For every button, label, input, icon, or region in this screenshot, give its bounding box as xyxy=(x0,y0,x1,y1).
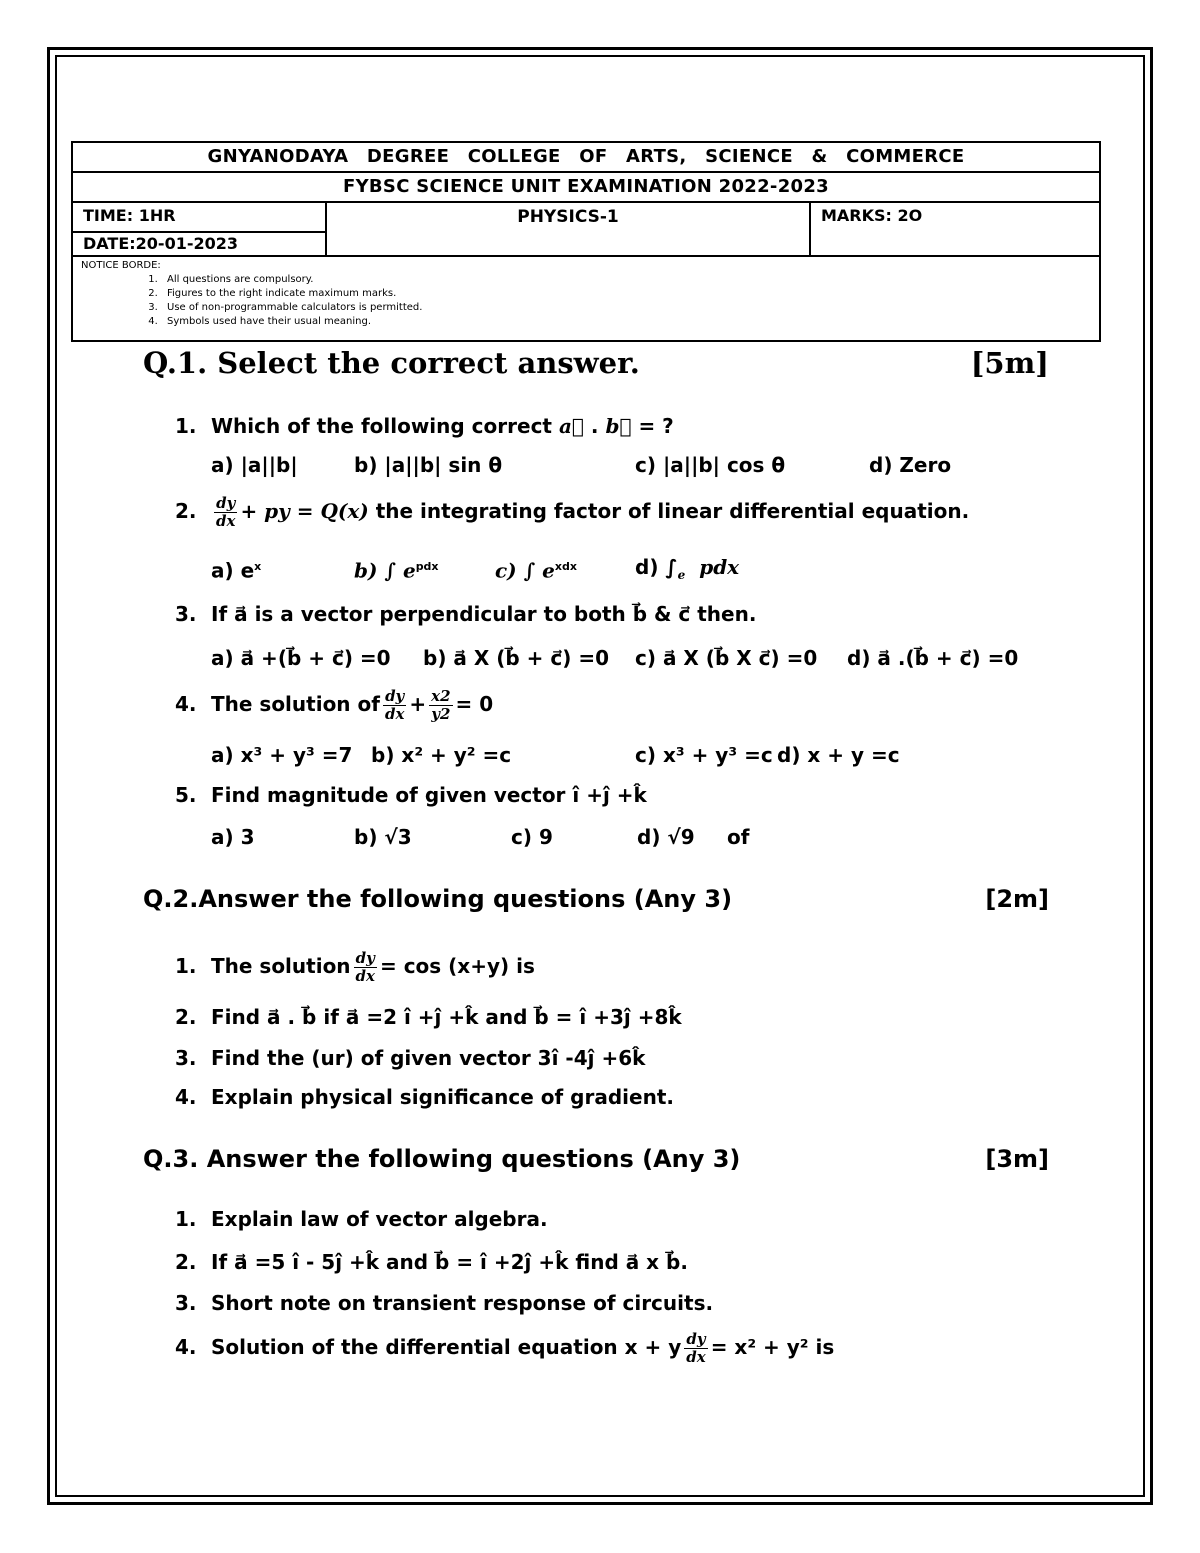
derivative-fraction: $\frac{dy}{dx}$ xyxy=(686,1330,706,1366)
q1-item-3 xyxy=(175,599,756,629)
option-b: b) |a||b| sin θ xyxy=(354,453,503,477)
notice-title: NOTICE BORDE: xyxy=(81,260,161,271)
q1-marks: [5m] xyxy=(970,346,1049,380)
item-text: the integrating factor of linear differential equation. xyxy=(375,499,970,523)
notice-list xyxy=(81,273,422,329)
subject-cell xyxy=(327,203,811,255)
derivative-fraction: $\frac{dy}{dx}$ xyxy=(355,949,375,985)
option-d: d) √9 xyxy=(637,825,695,849)
q1-item-2 xyxy=(175,489,969,533)
q1-item-4: 4. The solution of $\frac{dy}{dx}$ + $\frac{x2}{y2}$ = 0 xyxy=(175,682,493,726)
item-number: 4. xyxy=(175,692,197,716)
item-number: 1. xyxy=(175,954,197,978)
exam-time: TIME: 1HR xyxy=(73,203,325,233)
q3-item-4 xyxy=(175,1325,834,1369)
q2-title: Q.2.Answer the following questions (Any 3) xyxy=(143,885,733,913)
notice-item: 3. Use of non-programmable calculators is permitted. xyxy=(161,301,422,315)
item-number: 4. xyxy=(175,1335,197,1359)
exam-row xyxy=(73,173,1099,203)
item-text: Find the (ur) of given vector 3î -4ĵ +6k̂ xyxy=(211,1046,646,1070)
item-text: If a⃗ is a vector perpendicular to both b⃗ & c⃗ then. xyxy=(211,602,757,626)
exam-date: DATE:20-01-2023 xyxy=(83,234,239,253)
college-row xyxy=(73,143,1099,173)
item-number: 3. xyxy=(175,602,197,626)
option-a: a) 3 xyxy=(211,825,255,849)
option-d: d) $\int_e$ pdx xyxy=(635,555,740,582)
q2-marks: [2m] xyxy=(985,885,1049,913)
item-text: Which of the following correct xyxy=(211,414,552,438)
option-b: b) x² + y² =c xyxy=(371,743,512,767)
notice-block xyxy=(81,259,422,329)
option-a: a) x³ + y³ =7 xyxy=(211,743,353,767)
college-name: GNYANODAYA DEGREE COLLEGE OF ARTS, SCIENCE & COMMERCE xyxy=(207,146,965,167)
info-row xyxy=(73,203,1099,257)
item-text: = ? xyxy=(638,414,674,438)
q3-item-3 xyxy=(175,1288,713,1318)
item-number: 1. xyxy=(175,414,197,438)
option-a: a) |a||b| xyxy=(211,453,298,477)
option-c: c) a⃗ X (b⃗ X c⃗) =0 xyxy=(635,646,818,670)
exam-marks: MARKS: 2O xyxy=(821,206,923,225)
q1-title: Q.1. Select the correct answer. xyxy=(143,346,640,380)
option-c: c) 9 xyxy=(511,825,553,849)
item-number: 4. xyxy=(175,1085,197,1109)
option-b: b) √3 xyxy=(354,825,412,849)
dot-operator: . xyxy=(590,414,599,438)
item-text: = 0 xyxy=(455,692,494,716)
item-number: 3. xyxy=(175,1291,197,1315)
q3-item-2 xyxy=(175,1247,688,1277)
option-b: b) a⃗ X (b⃗ + c⃗) =0 xyxy=(423,646,610,670)
q3-item-1 xyxy=(175,1204,548,1234)
item-text: Explain physical significance of gradient. xyxy=(211,1085,674,1109)
notice-item: 4. Symbols used have their usual meaning. xyxy=(161,315,422,329)
notice-item: 2. Figures to the right indicate maximum marks. xyxy=(161,287,422,301)
option-b: b) ∫ $e^{pdx}$ xyxy=(354,558,439,583)
option-c: c) ∫ $e^{xdx}$ xyxy=(495,558,577,583)
q2-item-4 xyxy=(175,1082,674,1112)
vector-a: a⃗ xyxy=(558,414,584,438)
option-a: a) a⃗ +(b⃗ + c⃗) =0 xyxy=(211,646,391,670)
vector-b: b⃗ xyxy=(605,414,632,438)
item-text: The solution of xyxy=(211,692,380,716)
item-text: Explain law of vector algebra. xyxy=(211,1207,548,1231)
notice-item: 1. All questions are compulsory. xyxy=(161,273,422,287)
q1-item-5 xyxy=(175,780,647,810)
item-text: = cos (x+y) is xyxy=(379,954,535,978)
item-number: 1. xyxy=(175,1207,197,1231)
q2-item-1 xyxy=(175,944,535,988)
item-text: Find magnitude of given vector î +ĵ +k̂ xyxy=(211,783,647,807)
item-text: Short note on transient response of circuits. xyxy=(211,1291,714,1315)
option-d: d) x + y =c xyxy=(777,743,900,767)
item-text: The solution xyxy=(211,954,351,978)
option-a: a) $e^x$ xyxy=(211,558,262,583)
option-c: c) x³ + y³ =c xyxy=(635,743,773,767)
q2-item-3 xyxy=(175,1043,645,1073)
item-number: 2. xyxy=(175,1005,197,1029)
exam-title: FYBSC SCIENCE UNIT EXAMINATION 2022-2023 xyxy=(342,176,829,197)
q3-marks: [3m] xyxy=(985,1145,1049,1173)
time-date-cell xyxy=(73,203,327,255)
exam-subject: PHYSICS-1 xyxy=(517,207,619,227)
equation: + py = Q(x) xyxy=(240,499,369,523)
ratio-fraction: $\frac{x2}{y2}$ xyxy=(431,687,451,723)
q3-title: Q.3. Answer the following questions (Any 3) xyxy=(143,1145,741,1173)
item-number: 2. xyxy=(175,1250,197,1274)
q1-item-1 xyxy=(175,411,674,441)
item-number: 3. xyxy=(175,1046,197,1070)
marks-cell xyxy=(811,203,1099,255)
item-text: Find a⃗ . b⃗ if a⃗ =2 î +ĵ +k̂ and b⃗ = î +3ĵ +8k̂ xyxy=(211,1005,682,1029)
item-text: Solution of the differential equation x + y xyxy=(211,1335,682,1359)
q2-item-2 xyxy=(175,1002,682,1032)
item-number: 2. xyxy=(175,499,197,523)
exam-header-table xyxy=(71,141,1101,342)
option-c: c) |a||b| cos θ xyxy=(635,453,786,477)
option-d: d) Zero xyxy=(869,453,952,477)
option-trailing-text: of xyxy=(727,825,750,849)
derivative-fraction: $\frac{dy}{dx}$ xyxy=(384,687,405,723)
derivative-fraction: $\frac{dy}{dx}$ xyxy=(216,494,236,530)
option-d: d) a⃗ .(b⃗ + c⃗) =0 xyxy=(847,646,1019,670)
item-number: 5. xyxy=(175,783,197,807)
item-text: If a⃗ =5 î - 5ĵ +k̂ and b⃗ = î +2ĵ +k̂ find a⃗ x b⃗. xyxy=(211,1250,688,1274)
item-text: = x² + y² is xyxy=(710,1335,835,1359)
